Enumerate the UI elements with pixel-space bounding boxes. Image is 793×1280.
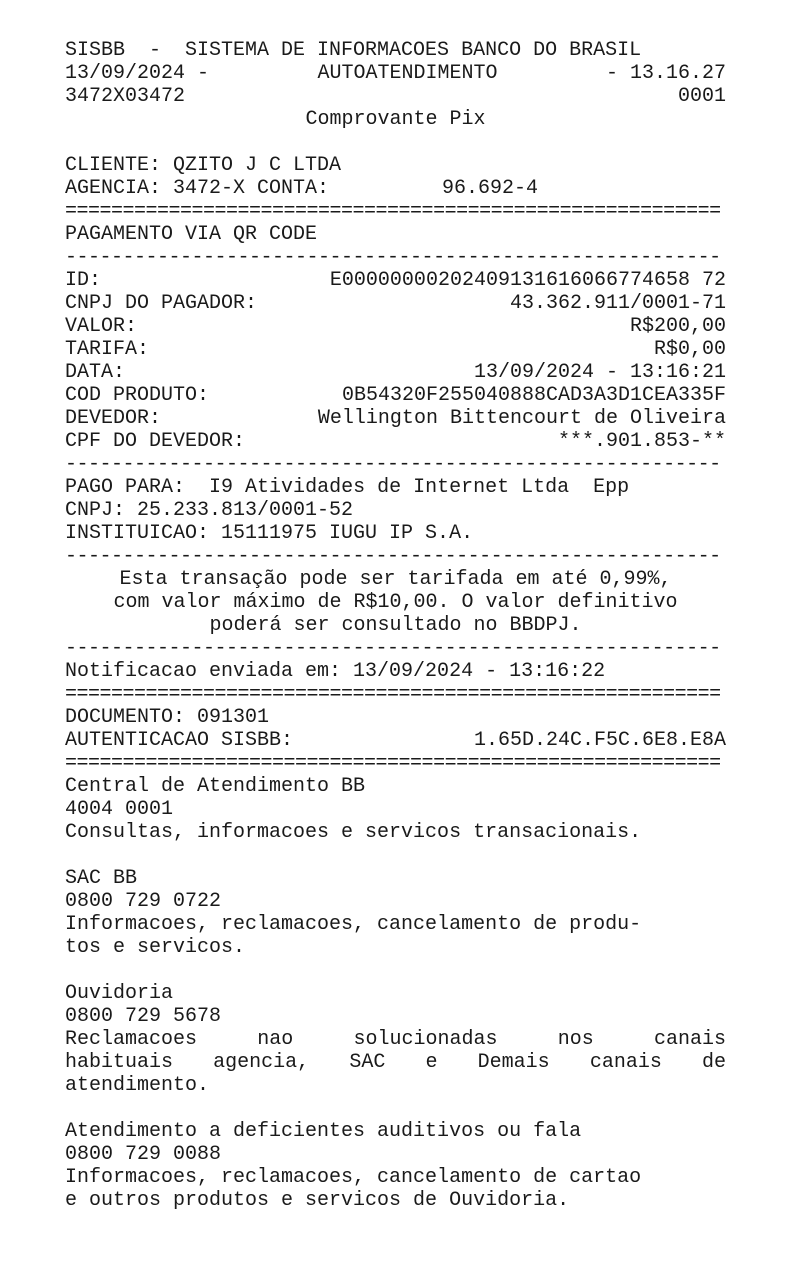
notification-sent: Notificacao enviada em: 13/09/2024 - 13:16:22: [65, 660, 606, 683]
spacer: [65, 1097, 726, 1120]
spacer: [65, 131, 726, 154]
contact-description: Reclamacoes nao solucionadas nos canais: [65, 1028, 726, 1051]
header-channel: AUTOATENDIMENTO: [317, 62, 498, 85]
double-rule: =========================================================: [65, 200, 721, 223]
contact-phone: 0800 729 0088: [65, 1143, 222, 1166]
single-rule: ---------------------------------------------------------: [65, 453, 721, 476]
contact-description: atendimento.: [65, 1074, 210, 1097]
contact-phone: 4004 0001: [65, 798, 174, 821]
contact-description: tos e servicos.: [65, 936, 246, 959]
field-value: R$0,00: [653, 338, 726, 361]
field-row: [65, 292, 726, 315]
contact-phone: 0800 729 5678: [65, 1005, 222, 1028]
contact-description: Consultas, informacoes e servicos transacionais.: [65, 821, 642, 844]
auth-code: 1.65D.24C.F5C.6E8.E8A: [473, 729, 726, 752]
field-value: 43.362.911/0001-71: [509, 292, 726, 315]
single-rule: ---------------------------------------------------------: [65, 246, 721, 269]
account-label: AGENCIA: 3472-X CONTA:: [65, 177, 330, 200]
field-row: [65, 269, 726, 292]
field-value: R$200,00: [629, 315, 726, 338]
client-name: CLIENTE: QZITO J C LTDA: [65, 154, 342, 177]
spacer: [65, 959, 726, 982]
notice-line: com valor máximo de R$10,00. O valor definitivo: [113, 591, 678, 614]
terminal-id: 3472X03472: [65, 85, 186, 108]
contacts-section: [65, 775, 726, 1212]
field-label: TARIFA:: [65, 338, 150, 361]
payee-cnpj: CNPJ: 25.233.813/0001-52: [65, 499, 354, 522]
header-date: 13/09/2024 -: [65, 62, 210, 85]
system-title: SISBB - SISTEMA DE INFORMACOES BANCO DO BRASIL: [65, 39, 642, 62]
receipt: [65, 39, 726, 1212]
contact-description: habituais agencia, SAC e Demais canais de: [65, 1051, 726, 1074]
client-account-row: [65, 177, 726, 200]
payment-section-title: PAGAMENTO VIA QR CODE: [65, 223, 318, 246]
contact-phone: 0800 729 0722: [65, 890, 222, 913]
payment-fields: [65, 269, 726, 453]
contact-description: Informacoes, reclamacoes, cancelamento de cartao: [65, 1166, 642, 1189]
field-row: [65, 430, 726, 453]
document-title: Comprovante Pix: [305, 108, 486, 131]
sequence-number: 0001: [677, 85, 726, 108]
field-value: 13/09/2024 - 13:16:21: [473, 361, 726, 384]
header-date-row: [65, 62, 726, 85]
single-rule: ---------------------------------------------------------: [65, 545, 721, 568]
field-row: [65, 384, 726, 407]
paid-to-label: PAGO PARA:: [65, 476, 186, 499]
single-rule: ---------------------------------------------------------: [65, 637, 721, 660]
field-row: [65, 407, 726, 430]
double-rule: =========================================================: [65, 683, 721, 706]
account-value: 96.692-4: [442, 177, 539, 200]
field-label: DEVEDOR:: [65, 407, 162, 430]
field-value: 0B54320F255040888CAD3A3D1CEA335F: [341, 384, 726, 407]
contact-description: Informacoes, reclamacoes, cancelamento de produ-: [65, 913, 642, 936]
field-value: ***.901.853-**: [557, 430, 726, 453]
field-label: CPF DO DEVEDOR:: [65, 430, 246, 453]
field-row: [65, 338, 726, 361]
field-row: [65, 361, 726, 384]
contact-name: Atendimento a deficientes auditivos ou fala: [65, 1120, 582, 1143]
paid-to-row: [65, 476, 726, 499]
double-rule: =========================================================: [65, 752, 721, 775]
contact-name: Ouvidoria: [65, 982, 174, 1005]
notice-line: poderá ser consultado no BBDPJ.: [209, 614, 582, 637]
spacer: [65, 844, 726, 867]
contact-description: e outros produtos e servicos de Ouvidoria.: [65, 1189, 570, 1212]
auth-label: AUTENTICACAO SISBB:: [65, 729, 294, 752]
contact-name: SAC BB: [65, 867, 138, 890]
contact-name: Central de Atendimento BB: [65, 775, 366, 798]
payee-institution: INSTITUICAO: 15111975 IUGU IP S.A.: [65, 522, 474, 545]
notice-line: Esta transação pode ser tarifada em até 0,99%,: [119, 568, 672, 591]
field-label: DATA:: [65, 361, 126, 384]
authentication-row: [65, 729, 726, 752]
paid-to-value: I9 Atividades de Internet Ltda Epp: [209, 476, 630, 499]
field-label: ID:: [65, 269, 102, 292]
field-row: [65, 315, 726, 338]
header-time: - 13.16.27: [605, 62, 726, 85]
header-terminal-row: [65, 85, 726, 108]
document-number: DOCUMENTO: 091301: [65, 706, 270, 729]
field-label: CNPJ DO PAGADOR:: [65, 292, 258, 315]
field-label: COD PRODUTO:: [65, 384, 210, 407]
field-label: VALOR:: [65, 315, 138, 338]
field-value: E00000000202409131616066774658 72: [329, 269, 726, 292]
field-value: Wellington Bittencourt de Oliveira: [317, 407, 726, 430]
